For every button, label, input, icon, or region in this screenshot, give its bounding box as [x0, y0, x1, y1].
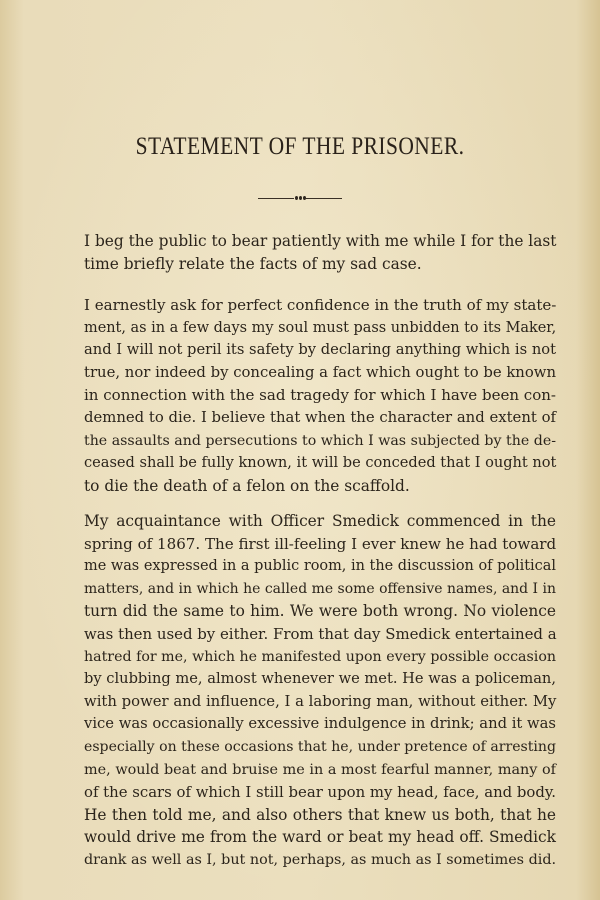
- text-line: matters, and in which he called me some offensive names, and I in: [84, 580, 556, 597]
- ornament-dot: [295, 196, 298, 200]
- text-line: of the scars of which I still bear upon my head, face, and body.: [84, 783, 556, 802]
- ornament-dots: [295, 196, 305, 201]
- text-line: turn did the same to him. We were both wrong. No violence: [84, 602, 556, 621]
- paragraph-2: [84, 294, 556, 497]
- text-line: I earnestly ask for perfect confidence in the truth of my state-: [84, 296, 557, 314]
- text-line: time briefly relate the facts of my sad case.: [84, 254, 422, 273]
- title-ornament-divider: [258, 196, 342, 202]
- text-line: demned to die. I believe that when the character and extent of: [84, 408, 556, 426]
- text-line: to die the death of a felon on the scaffold.: [84, 476, 410, 495]
- text-line: spring of 1867. The first ill-feeling I ever knew he had toward: [84, 534, 557, 553]
- page-title: STATEMENT OF THE PRISONER.: [135, 133, 465, 160]
- paragraph-1: [84, 230, 556, 275]
- text-line: by clubbing me, almost whenever we met. He was a policeman,: [84, 670, 556, 688]
- text-line: was then used by either. From that day Smedick entertained a: [84, 624, 557, 643]
- text-line: My acquaintance with Officer Smedick commenced in the: [84, 512, 556, 530]
- text-line: ment, as in a few days my soul must pass unbidden to its Maker,: [84, 319, 557, 336]
- text-line: vice was occasionally excessive indulgence in drink; and it was: [84, 715, 556, 733]
- text-line: He then told me, and also others that knew us both, that he: [84, 805, 556, 824]
- text-line: would drive me from the ward or beat my head off. Smedick: [84, 828, 556, 847]
- ornament-dot: [299, 196, 302, 200]
- ornament-rule-right: [306, 198, 342, 199]
- text-line: drank as well as I, but not, perhaps, as much as I sometimes did.: [84, 851, 557, 868]
- text-line: I beg the public to bear patiently with me while I for the last: [84, 232, 557, 250]
- text-line: especially on these occasions that he, under pretence of arresting: [84, 738, 556, 755]
- text-line: the assaults and persecutions to which I was subjected by the de-: [84, 432, 556, 449]
- text-line: me was expressed in a public room, in the discussion of political: [84, 558, 556, 575]
- text-line: hatred for me, which he manifested upon every possible occasion: [84, 648, 556, 665]
- text-line: true, nor indeed by concealing a fact which ought to be known: [84, 363, 557, 381]
- text-line: and I will not peril its safety by declaring anything which is not: [84, 341, 556, 359]
- text-line: with power and influence, I a laboring man, without either. My: [84, 692, 557, 710]
- paragraph-3: [84, 510, 556, 872]
- ornament-rule-left: [258, 198, 294, 199]
- text-line: in connection with the sad tragedy for which I have been con-: [84, 386, 556, 405]
- text-line: me, would beat and bruise me in a most fearful manner, many of: [84, 761, 556, 778]
- text-line: ceased shall be fully known, it will be conceded that I ought not: [84, 454, 557, 472]
